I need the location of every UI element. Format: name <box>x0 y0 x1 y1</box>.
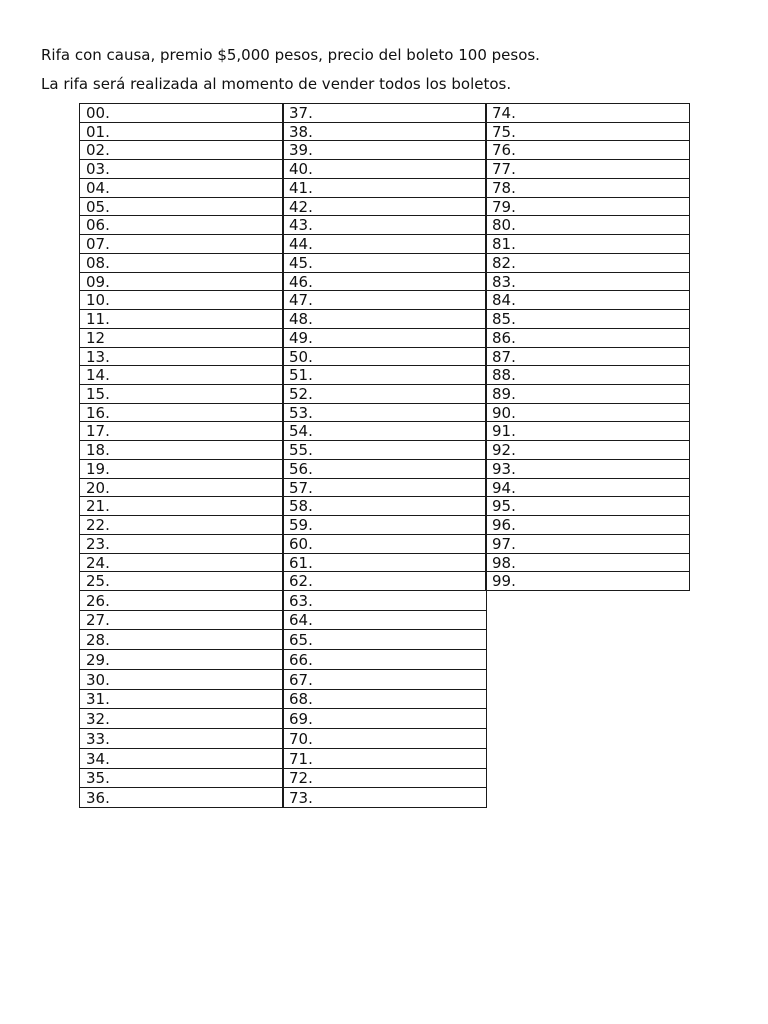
ticket-cell: 54. <box>282 421 487 441</box>
ticket-cell: 50. <box>282 347 487 366</box>
ticket-cell: 14. <box>79 365 284 385</box>
ticket-cell: 47. <box>282 290 487 310</box>
ticket-cell: 99. <box>485 571 690 591</box>
ticket-cell: 87. <box>485 347 690 366</box>
ticket-cell: 16. <box>79 403 284 422</box>
ticket-cell: 79. <box>485 197 690 216</box>
ticket-cell: 30. <box>79 669 284 690</box>
ticket-cell: 41. <box>282 178 487 198</box>
ticket-cell: 59. <box>282 515 487 535</box>
ticket-cell: 75. <box>485 122 690 141</box>
ticket-cell: 49. <box>282 328 487 348</box>
ticket-cell: 95. <box>485 496 690 516</box>
ticket-cell: 01. <box>79 122 284 141</box>
raffle-prize-text: Rifa con causa, premio $5,000 pesos, precio del boleto 100 pesos. <box>41 46 540 64</box>
ticket-cell: 33. <box>79 728 284 749</box>
ticket-cell: 94. <box>485 478 690 497</box>
ticket-cell: 32. <box>79 708 284 729</box>
ticket-cell: 74. <box>485 103 690 123</box>
ticket-cell: 70. <box>282 728 487 749</box>
ticket-cell: 08. <box>79 253 284 273</box>
ticket-cell: 07. <box>79 234 284 254</box>
ticket-cell: 38. <box>282 122 487 141</box>
ticket-cell: 64. <box>282 610 487 630</box>
ticket-cell: 21. <box>79 496 284 516</box>
ticket-cell: 48. <box>282 309 487 329</box>
ticket-cell: 34. <box>79 748 284 769</box>
ticket-cell: 15. <box>79 384 284 404</box>
ticket-cell: 69. <box>282 708 487 729</box>
ticket-cell: 40. <box>282 159 487 179</box>
ticket-cell: 85. <box>485 309 690 329</box>
ticket-cell: 71. <box>282 748 487 769</box>
ticket-cell: 89. <box>485 384 690 404</box>
ticket-cell: 10. <box>79 290 284 310</box>
ticket-cell: 03. <box>79 159 284 179</box>
ticket-cell: 29. <box>79 649 284 670</box>
ticket-cell: 73. <box>282 787 487 808</box>
ticket-cell: 04. <box>79 178 284 198</box>
ticket-cell: 98. <box>485 553 690 572</box>
ticket-cell: 53. <box>282 403 487 422</box>
ticket-cell: 84. <box>485 290 690 310</box>
ticket-cell: 63. <box>282 590 487 611</box>
ticket-cell: 28. <box>79 629 284 650</box>
ticket-cell: 22. <box>79 515 284 535</box>
ticket-cell: 68. <box>282 689 487 709</box>
ticket-cell: 45. <box>282 253 487 273</box>
ticket-cell: 44. <box>282 234 487 254</box>
ticket-cell: 18. <box>79 440 284 460</box>
ticket-cell: 72. <box>282 768 487 788</box>
ticket-cell: 17. <box>79 421 284 441</box>
ticket-cell: 86. <box>485 328 690 348</box>
ticket-cell: 77. <box>485 159 690 179</box>
ticket-cell: 51. <box>282 365 487 385</box>
ticket-cell: 82. <box>485 253 690 273</box>
ticket-cell: 78. <box>485 178 690 198</box>
ticket-cell: 52. <box>282 384 487 404</box>
ticket-cell: 12 <box>79 328 284 348</box>
ticket-cell: 56. <box>282 459 487 479</box>
ticket-cell: 24. <box>79 553 284 572</box>
ticket-cell: 76. <box>485 140 690 160</box>
ticket-cell: 13. <box>79 347 284 366</box>
ticket-cell: 25. <box>79 571 284 591</box>
ticket-cell: 66. <box>282 649 487 670</box>
raffle-rule-text: La rifa será realizada al momento de vender todos los boletos. <box>41 75 512 93</box>
ticket-cell: 27. <box>79 610 284 630</box>
ticket-cell: 46. <box>282 272 487 291</box>
ticket-cell: 37. <box>282 103 487 123</box>
ticket-cell: 57. <box>282 478 487 497</box>
ticket-cell: 61. <box>282 553 487 572</box>
ticket-cell: 11. <box>79 309 284 329</box>
ticket-cell: 93. <box>485 459 690 479</box>
ticket-cell: 81. <box>485 234 690 254</box>
ticket-cell: 26. <box>79 590 284 611</box>
ticket-cell: 58. <box>282 496 487 516</box>
ticket-cell: 35. <box>79 768 284 788</box>
ticket-cell: 91. <box>485 421 690 441</box>
ticket-cell: 05. <box>79 197 284 216</box>
ticket-cell: 43. <box>282 215 487 235</box>
ticket-cell: 80. <box>485 215 690 235</box>
ticket-cell: 09. <box>79 272 284 291</box>
ticket-cell: 02. <box>79 140 284 160</box>
ticket-cell: 23. <box>79 534 284 554</box>
ticket-cell: 31. <box>79 689 284 709</box>
ticket-cell: 39. <box>282 140 487 160</box>
ticket-cell: 97. <box>485 534 690 554</box>
ticket-cell: 42. <box>282 197 487 216</box>
ticket-cell: 83. <box>485 272 690 291</box>
ticket-cell: 06. <box>79 215 284 235</box>
ticket-cell: 55. <box>282 440 487 460</box>
ticket-cell: 19. <box>79 459 284 479</box>
ticket-cell: 90. <box>485 403 690 422</box>
ticket-cell: 96. <box>485 515 690 535</box>
ticket-cell: 00. <box>79 103 284 123</box>
ticket-cell: 65. <box>282 629 487 650</box>
ticket-cell: 62. <box>282 571 487 591</box>
ticket-cell: 92. <box>485 440 690 460</box>
ticket-cell: 36. <box>79 787 284 808</box>
ticket-cell: 20. <box>79 478 284 497</box>
ticket-cell: 67. <box>282 669 487 690</box>
ticket-cell: 88. <box>485 365 690 385</box>
ticket-cell: 60. <box>282 534 487 554</box>
